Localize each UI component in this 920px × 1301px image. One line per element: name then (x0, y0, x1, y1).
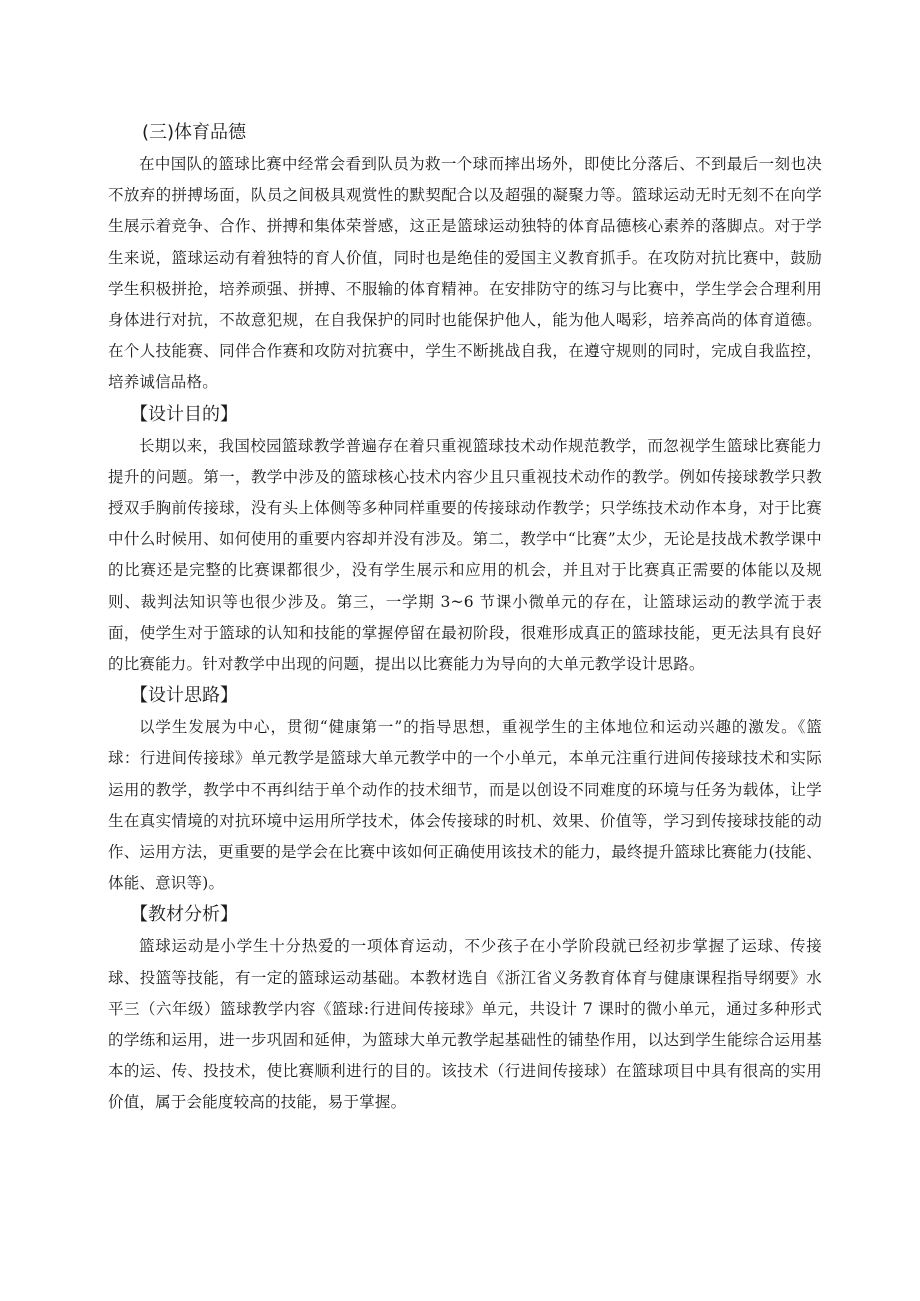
section-heading: (三)体育品德 (142, 122, 247, 143)
section-paragraph: 在中国队的篮球比赛中经常会看到队员为救一个球而摔出场外，即使比分落后、不到最后一刻也决不放弃的拼搏场面，队员之间极具观赏性的默契配合以及超强的凝聚力等。篮球运动无时无刻不在向学生展示着竞争、合作、拼搏和集体荣誉感，这正是篮球运动独特的体育品德核心素养的落脚点。对于学生来说，篮球运动有着独特的育人价值，同时也是绝佳的爱国主义教育抓手。在攻防对抗比赛中，鼓励学生积极拼抢，培养顽强、拼搏、不服输的体育精神。在安排防守的练习与比赛中，学生学会合理利用身体进行对抗，不故意犯规，在自我保护的同时也能保护他人，能为他人喝彩，培养高尚的体育道德。在个人技能赛、同伴合作赛和攻防对抗赛中，学生不断挑战自我，在遵守规则的同时，完成自我监控，培养诚信品格。 (108, 155, 822, 392)
section-heading: 【设计思路】 (130, 685, 238, 707)
section-sports-morality (108, 117, 822, 399)
section-design-purpose (108, 399, 822, 681)
section-paragraph: 篮球运动是小学生十分热爱的一项体育运动，不少孩子在小学阶段就已经初步掌握了运球、传接球、投篮等技能，有一定的篮球运动基础。本教材选自《浙江省义务教育体育与健康课程指导纲要》水平三（六年级）篮球教学内容《篮球:行进间传接球》单元，共设计 7 课时的微小单元，通过多种形式的学练和运用，进一步巩固和延伸，为篮球大单元教学起基础性的铺垫作用，以达到学生能综合运用基本的运、传、投技术，使比赛顺利进行的目的。该技术（行进间传接球）在篮球项目中具有很高的实用价值，属于会能度较高的技能，易于掌握。 (108, 937, 822, 1112)
section-design-approach (108, 680, 822, 899)
section-paragraph: 长期以来，我国校园篮球教学普遍存在着只重视篮球技术动作规范教学，而忽视学生篮球比赛能力提升的问题。第一，教学中涉及的篮球核心技术内容少且只重视技术动作的教学。例如传接球教学只教授双手胸前传接球，没有头上体侧等多种同样重要的传接球动作教学；只学练技术动作本身，对于比赛中什么时候用、如何使用的重要内容却并没有涉及。第二，教学中“比赛”太少，无论是技战术教学课中的比赛还是完整的比赛课都很少，没有学生展示和应用的机会，并且对于比赛真正需要的体能以及规则、裁判法知识等也很少涉及。第三，一学期 3~6 节课小微单元的存在，让篮球运动的教学流于表面，使学生对于篮球的认知和技能的掌握停留在最初阶段，很难形成真正的篮球技能，更无法具有良好的比赛能力。针对教学中出现的问题，提出以比赛能力为导向的大单元教学设计思路。 (108, 436, 822, 674)
section-heading: 【教材分析】 (130, 904, 238, 926)
section-textbook-analysis (108, 899, 822, 1118)
section-heading: 【设计目的】 (130, 403, 238, 425)
section-paragraph: 以学生发展为中心，贯彻“健康第一”的指导思想，重视学生的主体地位和运动兴趣的激发。《篮球：行进间传接球》单元教学是篮球大单元教学中的一个小单元，本单元注重行进间传接球技术和实际运用的教学，教学中不再纠结于单个动作的技术细节，而是以创设不同难度的环境与任务为载体，让学生在真实情境的对抗环境中运用所学技术，体会传接球的时机、效果、价值等，学习到传接球技能的动作、运用方法，更重要的是学会在比赛中该如何正确使用该技术的能力，最终提升篮球比赛能力(技能、体能、意识等)。 (108, 718, 822, 893)
